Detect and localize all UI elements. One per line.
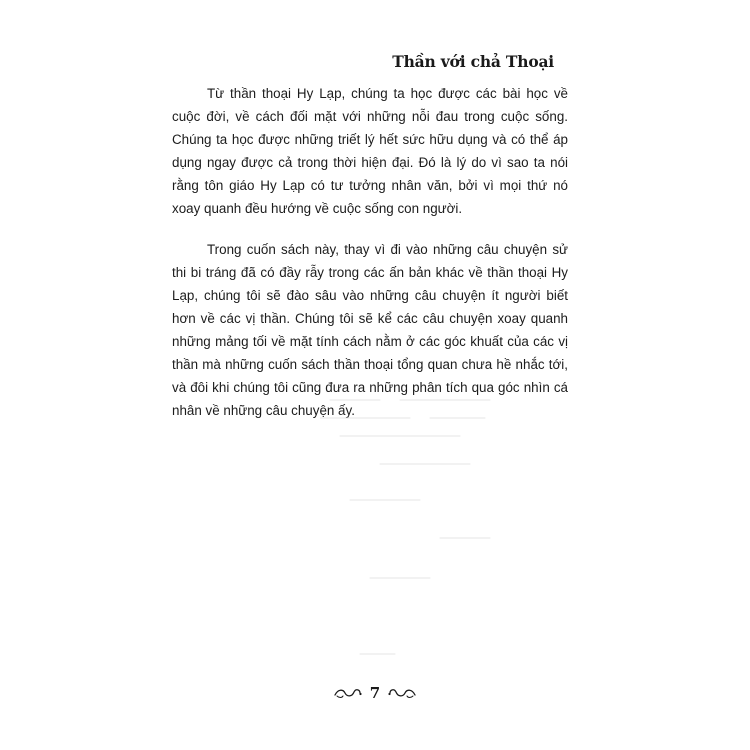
bleed-through-marks [320,392,500,662]
running-header-title: Thần với chả Thoại [392,52,554,71]
body-text [172,82,568,422]
page-number: 7 [369,684,381,702]
paragraph-1: Từ thần thoại Hy Lạp, chúng ta học được các bài học về cuộc đời, về cách đối mặt với những nỗi đau trong cuộc sống. Chúng ta học được những triết lý hết sức hữu dụng và có thể áp dụng ngay được cả trong thời hiện đại. Đó là lý do vì sao ta nói rằng tôn giáo Hy Lạp có tư tưởng nhân văn, bởi vì mọi thứ nó xoay quanh đều hướng về cuộc sống con người. [172,86,568,216]
paragraph-2: Trong cuốn sách này, thay vì đi vào những câu chuyện sử thi bi tráng đã có đầy rẫy trong các ấn bản khác về thần thoại Hy Lạp, chúng tôi sẽ đào sâu vào những câu chuyện ít người biết hơn về các vị thần. Chúng tôi sẽ kể các câu chuyện xoay quanh những mảng tối về mặt tính cách nằm ở các góc khuất của các vị thần mà những cuốn sách thần thoại tổng quan chưa hề nhắc tới, và đôi khi chúng tôi cũng đưa ra những phân tích qua góc nhìn cá nhân về những câu chuyện ấy. [172,242,568,418]
page-footer [0,684,750,702]
flourish-right-icon [387,686,417,700]
flourish-left-icon [333,686,363,700]
